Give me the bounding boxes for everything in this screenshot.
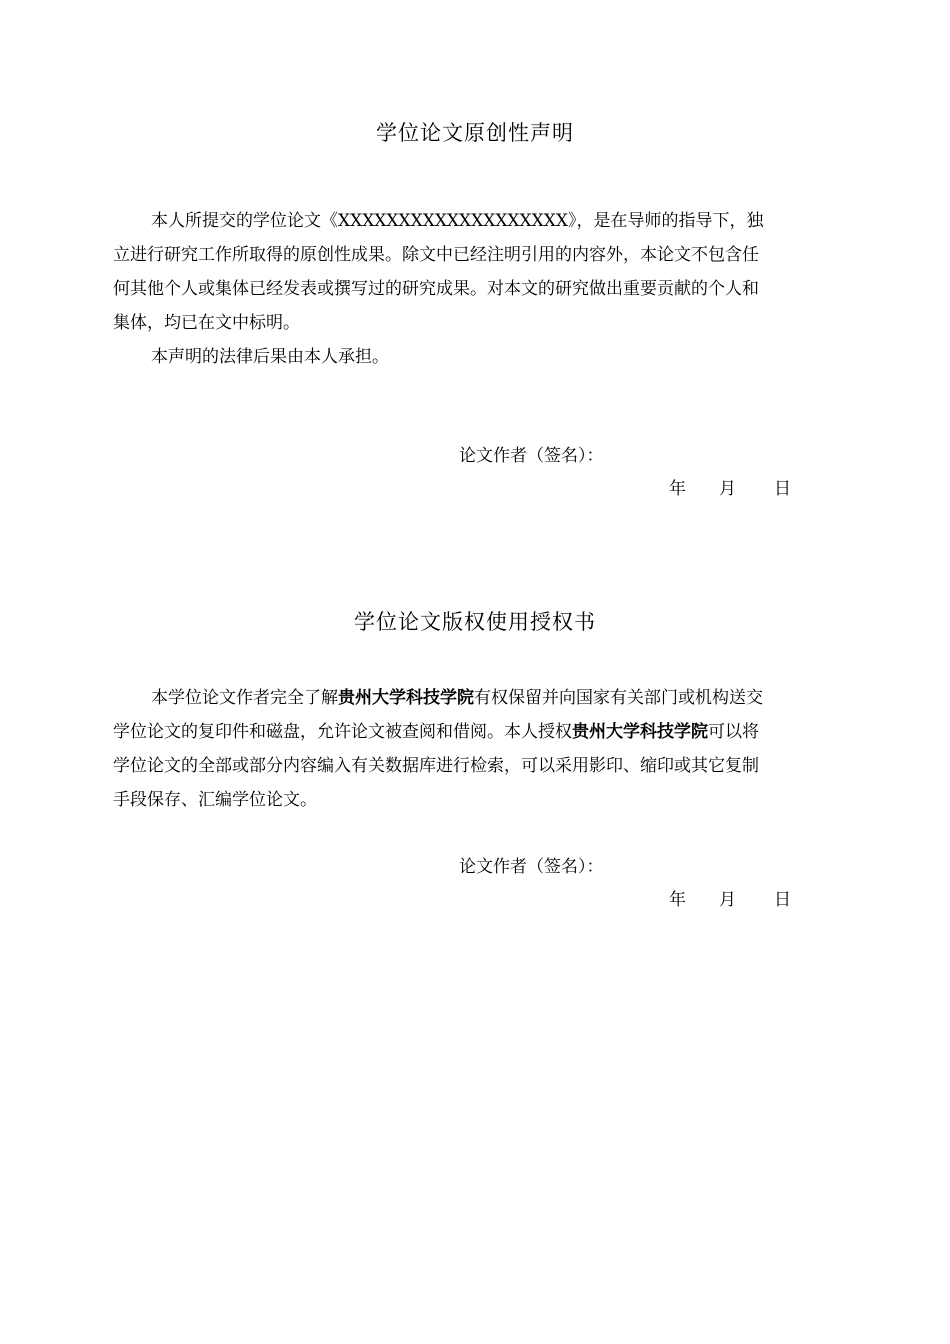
authorization-signature-label: 论文作者（签名）： [459,857,604,877]
declaration-line-3: 何其他个人或集体已经发表或撰写过的研究成果。对本文的研究做出重要贡献的个人和 [113,279,759,299]
authorization-title: 学位论文版权使用授权书 [354,610,596,634]
declaration-paragraph [113,204,858,340]
declaration-line-1: 本人所提交的学位论文《XXXXXXXXXXXXXXXXXXX》，是在导师的指导下，独 [151,211,764,231]
institution-name: 贵州大学科技学院 [338,688,474,708]
date-year-label: 年 [669,890,686,910]
institution-name: 贵州大学科技学院 [572,722,708,742]
authorization-line-3: 学位论文的全部或部分内容编入有关数据库进行检索，可以采用影印、缩印或其它复制 [113,756,759,776]
declaration-date [669,474,804,499]
declaration-signature-label: 论文作者（签名）： [459,446,604,466]
declaration-line-4: 集体，均已在文中标明。 [113,313,300,333]
authorization-line-2-pre: 学位论文的复印件和磁盘，允许论文被查阅和借阅。本人授权 [113,722,572,742]
date-month-label: 月 [719,890,736,910]
liability-text: 本声明的法律后果由本人承担。 [151,347,389,367]
declaration-line-2: 立进行研究工作所取得的原创性成果。除文中已经注明引用的内容外，本论文不包含任 [113,245,759,265]
authorization-paragraph [113,681,858,817]
date-day-label: 日 [774,890,791,910]
date-day-label: 日 [774,479,791,499]
authorization-line-1 [113,681,858,715]
authorization-line-1-pre: 本学位论文作者完全了解 [151,688,338,708]
declaration-title: 学位论文原创性声明 [376,121,574,145]
date-month-label: 月 [719,479,736,499]
date-year-label: 年 [669,479,686,499]
authorization-line-4: 手段保存、汇编学位论文。 [113,790,317,810]
liability-paragraph [113,340,858,374]
authorization-date [669,885,804,910]
authorization-line-2 [113,715,858,749]
authorization-line-2-post: 可以将 [708,722,759,742]
authorization-line-1-post: 有权保留并向国家有关部门或机构送交 [474,688,763,708]
